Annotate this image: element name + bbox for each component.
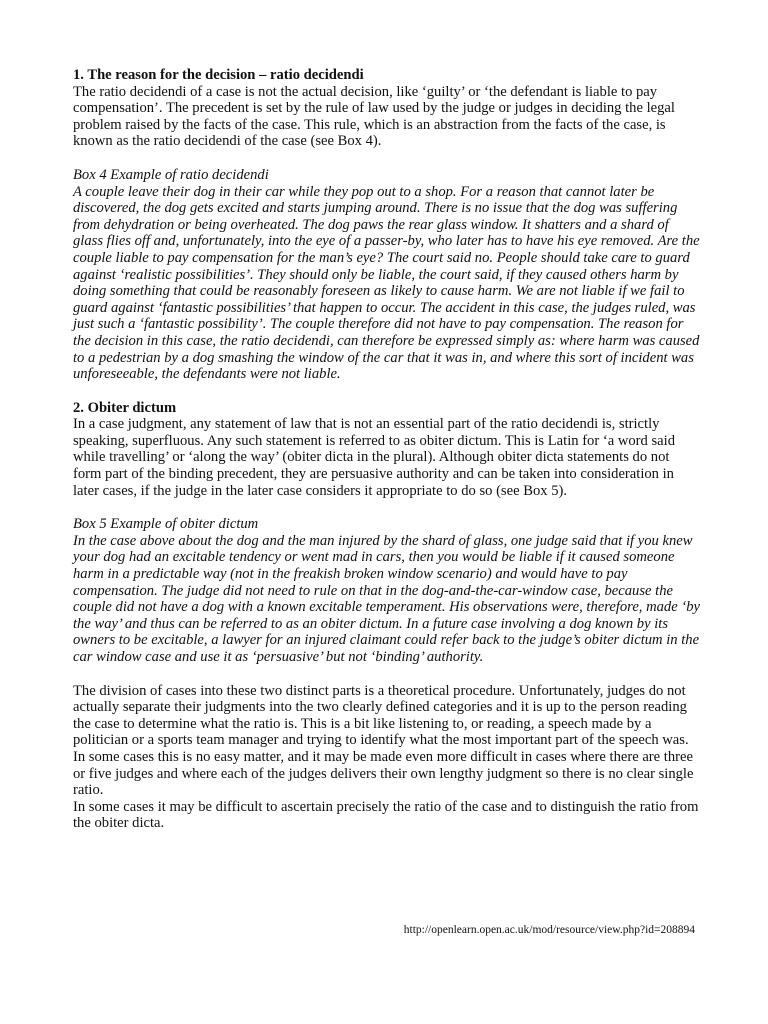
spacer [73,499,701,516]
section-body-obiter-dictum: In a case judgment, any statement of law that is not an essential part of the ratio decidendi is, strictly speaking, superfluous. Any such statement is referred to as obiter dictum. This is Latin for ‘a word said while travelling’ or ‘along the way’ (obiter dicta in the plural). Although obiter dicta statements do not form part of the binding precedent, they are persuasive authority and can be taken into consideration in later cases, if the judge in the later case considers it appropriate to do so (see Box 5). [73,416,675,499]
section-heading-obiter-dictum: 2. Obiter dictum [73,399,177,416]
box-title-obiter-example: Box 5 Example of obiter dictum [73,516,259,533]
closing-paragraph-division: The division of cases into these two distinct parts is a theoretical procedure. Unfortunately, judges do not actually separate their judgments into the two clearly defined categories and it is up to the person reading the case to determine what the ratio is. This is a bit like listening to, or reading, a speech made by a politician or a sports team manager and trying to identify what the most important part of the speech was. [73,682,689,749]
box-title-ratio-example: Box 4 Example of ratio decidendi [73,166,269,183]
box-body-obiter-example: In the case above about the dog and the man injured by the shard of glass, one judge said that if you knew your dog had an excitable tendency or went mad in cars, then you would be liable if it caused someone harm in a predictable way (not in the freakish broken window scenario) and would have to pay compensation. The judge did not need to rule on that in the dog-and-the-car-window case, because the couple did not have a dog with a known excitable temperament. His observations were, therefore, made ‘by the way’ and thus can be referred to as an obiter dictum. In a future case involving a dog known by its owners to be excitable, a lawyer for an injured claimant could refer back to the judge’s obiter dictum in the car window case and use it as ‘persuasive’ but not ‘binding’ authority. [73,532,700,665]
closing-paragraph-difficulty: In some cases this is no easy matter, and it may be made even more difficult in cases where there are three or five judges and where each of the judges delivers their own lengthy judgment so there is no clear single ratio. [73,748,694,799]
spacer [73,383,701,400]
section-body-ratio-decidendi: The ratio decidendi of a case is not the actual decision, like ‘guilty’ or ‘the defendant is liable to pay compensation’. The precedent is set by the rule of law used by the judge or judges in deciding the legal problem raised by the facts of the case. This rule, which is an abstraction from the facts of the case, is known as the ratio decidendi of the case (see Box 4). [73,83,675,150]
closing-paragraph-ascertain: In some cases it may be difficult to ascertain precisely the ratio of the case and to distinguish the ratio from the obiter dicta. [73,798,699,832]
box-body-ratio-example: A couple leave their dog in their car while they pop out to a shop. For a reason that cannot later be discovered, the dog gets excited and starts jumping around. There is no issue that the dog was suffering from dehydration or being overheated. The dog paws the rear glass window. It shatters and a shard of glass flies off and, unfortunately, into the eye of a passer-by, who later has to have his eye removed. Are the couple liable to pay compensation for the man’s eye? The court said no. People should take care to guard against ‘realistic possibilities’. They should only be liable, the court said, if they caused others harm by doing something that could be reasonably foreseen as likely to cause harm. We are not liable if we fail to guard against ‘fantastic possibilities’ that happen to occur. The accident in this case, the judges ruled, was just such a ‘fantastic possibility’. The couple therefore did not have to pay compensation. The reason for the decision in this case, the ratio decidendi, can therefore be expressed simply as: where harm was caused to a pedestrian by a dog smashing the window of the car that it was in, and where this sort of incident was unforeseeable, the defendants were not liable. [73,183,700,383]
document-page [73,67,701,832]
section-heading-ratio-decidendi: 1. The reason for the decision – ratio decidendi [73,67,364,83]
spacer [73,666,701,683]
source-url: http://openlearn.open.ac.uk/mod/resource/view.php?id=208894 [403,924,695,936]
spacer [73,150,701,167]
